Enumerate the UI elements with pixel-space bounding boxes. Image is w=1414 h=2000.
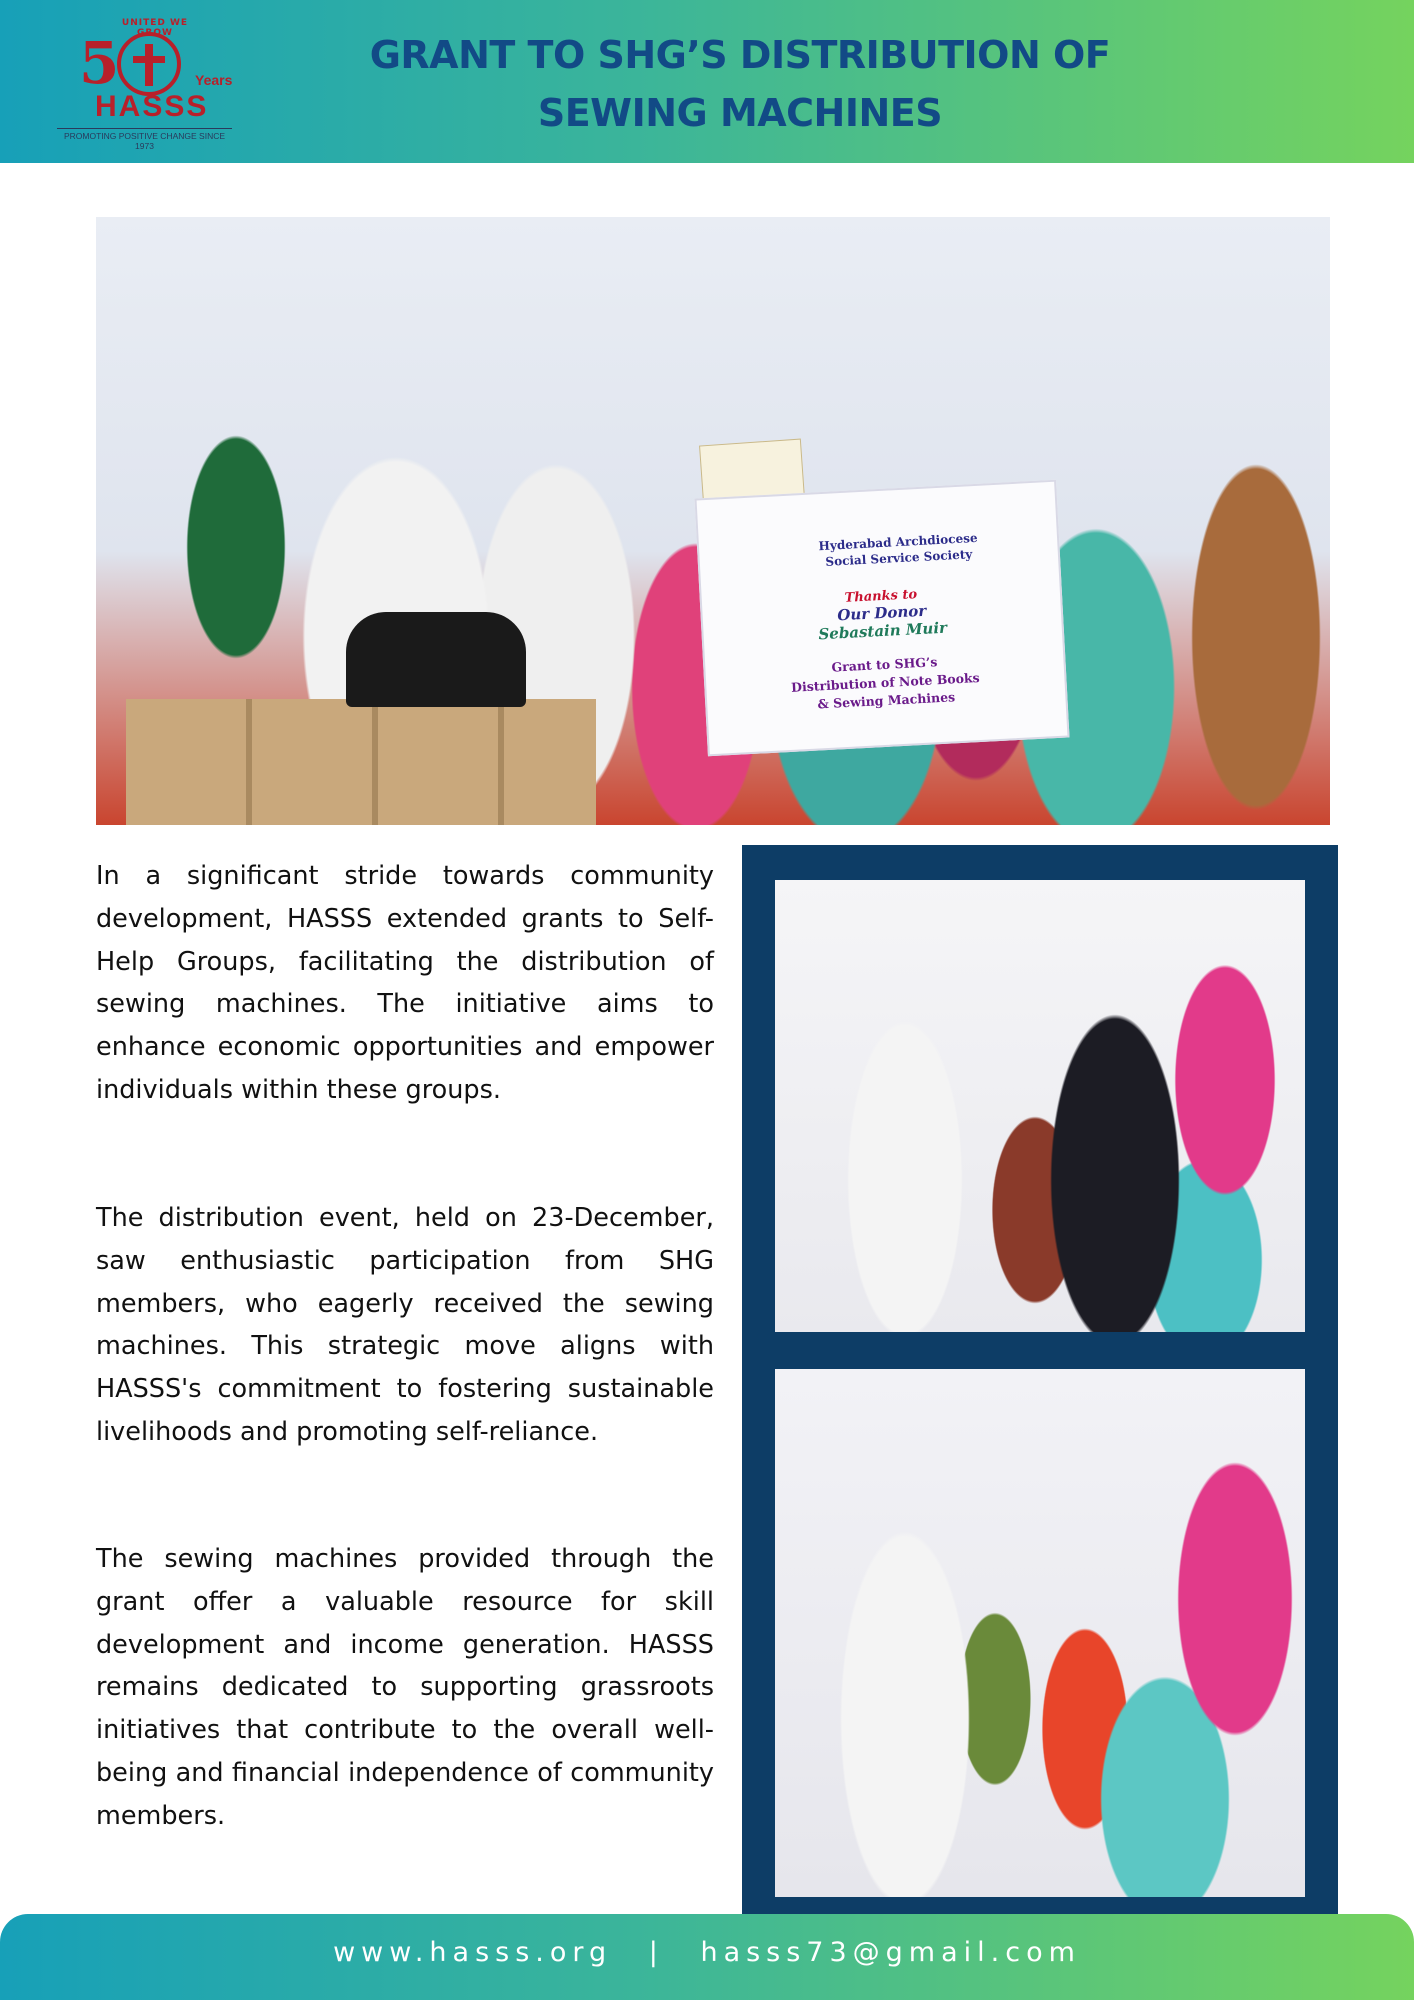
header-band [0,0,1414,163]
article-paragraph-3: The sewing machines provided through the grant offer a valuable resource for skill development and income generation. HASSS remains dedicated to supporting grassroots initiatives that contribute to the overall well-being and financial independence of community members. [96,1544,714,1831]
footer-email-link[interactable]: hasss73@gmail.com [700,1937,1081,1968]
banner-org-line-2: Social Service Society [825,547,973,569]
banner-grant-line-3: & Sewing Machines [817,689,956,712]
footer-website-link[interactable]: www.hasss.org [333,1937,613,1968]
main-group-photo [96,217,1330,825]
logo-name: HASSS [95,90,209,123]
banner-thanks: Thanks to [844,587,918,606]
logo-arc-text: UNITED WE GROW [121,18,189,38]
banner-our-donor: Our Donor [836,601,927,625]
cross-icon-bar [133,56,165,63]
footer-separator: | [648,1937,664,1968]
sewing-machine-image [346,612,526,707]
title-line-2: SEWING MACHINES [537,91,943,135]
title-line-1: GRANT TO SHG’S DISTRIBUTION OF [369,33,1111,77]
logo-years: Years [195,72,233,88]
side-photo-1 [775,880,1305,1332]
hasss-50-years-logo [55,16,235,151]
logo-tagline: PROMOTING POSITIVE CHANGE SINCE 1973 [57,128,232,151]
article-paragraph-2: The distribution event, held on 23-December, saw enthusiastic participation from SHG members, who eagerly received the sewing machines. This strategic move aligns with HASSS's commitment to fostering sustainable livelihoods and promoting self-reliance. [96,1203,714,1447]
footer-band [0,1914,1414,2000]
article-paragraph-1: In a significant stride towards community development, HASSS extended grants to Self-Help Groups, facilitating the distribution of sewing machines. The initiative aims to enhance economic opportunities and empower individuals within these groups. [96,861,714,1105]
banner-grant-line-1: Grant to SHG’s [831,654,938,675]
banner-org [699,526,1058,577]
cross-icon [145,44,153,86]
page-title [300,26,1180,142]
banner-donor-name: Sebastain Muir [817,618,948,644]
donor-banner [694,480,1069,757]
sewing-machine-boxes [126,699,596,825]
banner-org-line-1: Hyderabad Archdiocese [818,530,978,554]
banner-grant-line-2: Distribution of Note Books [790,669,980,695]
logo-numeral: 5 [79,29,120,97]
side-photo-2 [775,1369,1305,1897]
banner-grant [705,647,1065,720]
